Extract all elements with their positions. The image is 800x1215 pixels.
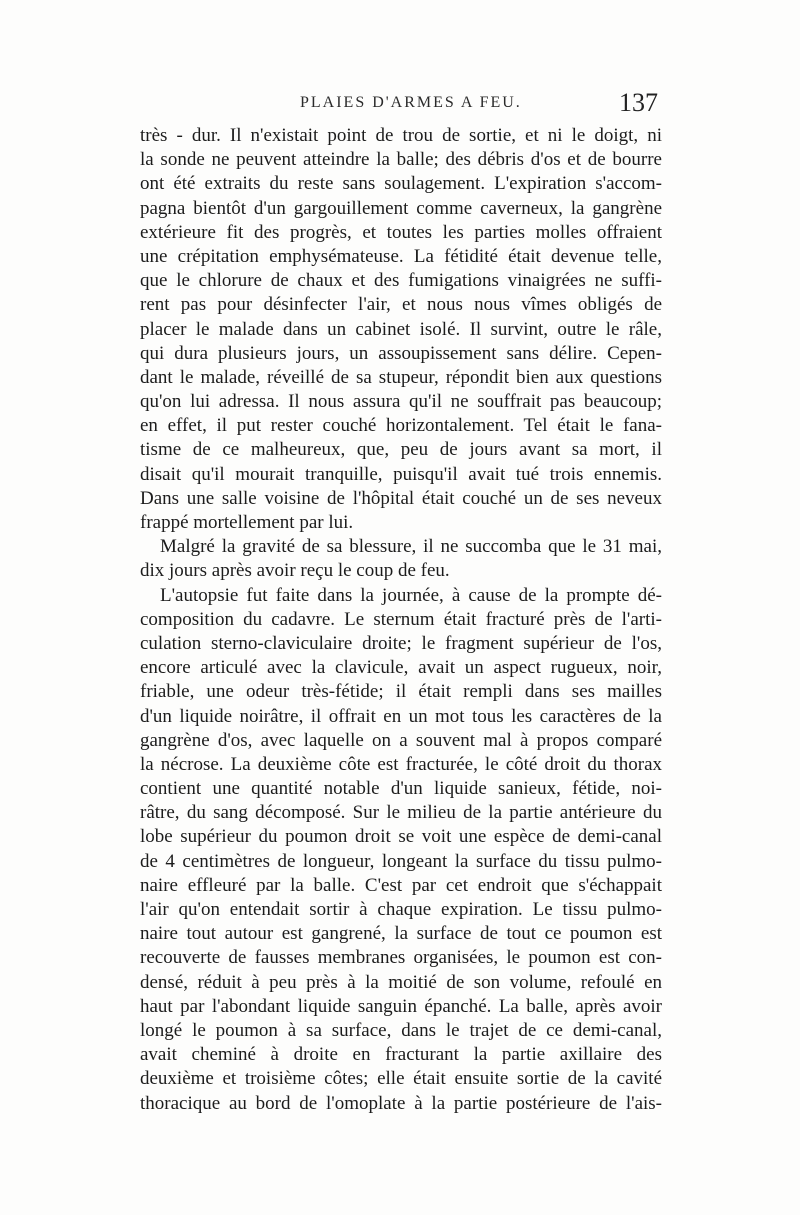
text-line: thoracique au bord de l'omoplate à la partie postérieure de l'ais- [140,1092,662,1114]
text-line: qui dura plusieurs jours, un assoupissement sans délire. Cepen- [140,342,662,364]
body-text [140,124,662,1116]
text-line: gangrène d'os, avec laquelle on a souvent mal à propos comparé [140,729,662,751]
paragraph-end-line: frappé mortellement par lui. [140,512,354,533]
text-line: tisme de ce malheureux, que, peu de jours avant sa mort, il [140,439,662,461]
text-line: disait qu'il mourait tranquille, puisqu'il avait tué trois ennemis. [140,463,662,485]
text-line: naire tout autour est gangrené, la surface de tout ce poumon est [140,923,662,945]
running-header [140,88,660,122]
text-line: naire effleuré par la balle. C'est par cet endroit que s'échappait [140,874,662,896]
text-line: ont été extraits du reste sans soulagement. L'expiration s'accom- [140,173,662,195]
text-line: qu'on lui adressa. Il nous assura qu'il ne souffrait pas beaucoup; [140,391,662,413]
text-line: lobe supérieur du poumon droit se voit une espèce de demi-canal [140,826,662,848]
text-line: la sonde ne peuvent atteindre la balle; des débris d'os et de bourre [140,149,662,171]
page-number: 137 [619,88,658,117]
running-title: PLAIES D'ARMES A FEU. [300,94,522,111]
text-line: densé, réduit à peu près à la moitié de son volume, refoulé en [140,971,662,993]
text-line: placer le malade dans un cabinet isolé. Il survint, outre le râle, [140,318,662,340]
text-line: friable, une odeur très-fétide; il était rempli dans ses mailles [140,681,662,703]
text-line: très - dur. Il n'existait point de trou de sortie, et ni le doigt, ni [140,125,662,146]
text-line: de 4 centimètres de longueur, longeant la surface du tissu pulmo- [140,850,662,872]
text-line: dant le malade, réveillé de sa stupeur, répondit bien aux questions [140,366,662,388]
text-line: longé le poumon à sa surface, dans le trajet de ce demi-canal, [140,1019,662,1041]
paragraph-start-line: Malgré la gravité de sa blessure, il ne succomba que le 31 mai, [160,536,662,558]
paragraph-start-line: L'autopsie fut faite dans la journée, à cause de la prompte dé- [160,584,662,606]
text-line: râtre, du sang décomposé. Sur le milieu de la partie antérieure du [140,802,662,824]
text-line: rent pas pour désinfecter l'air, et nous nous vîmes obligés de [140,294,662,316]
text-line: contient une quantité notable d'un liquide sanieux, fétide, noi- [140,778,662,800]
paragraph-end-line: dix jours après avoir reçu le coup de feu. [140,560,450,582]
text-line: deuxième et troisième côtes; elle était ensuite sortie de la cavité [140,1068,662,1090]
text-line: Dans une salle voisine de l'hôpital était couché un de ses neveux [140,487,662,509]
text-line: l'air qu'on entendait sortir à chaque expiration. Le tissu pulmo- [140,899,662,920]
text-line: haut par l'abondant liquide sanguin épanché. La balle, après avoir [140,995,662,1017]
text-line: composition du cadavre. Le sternum était fracturé près de l'arti- [140,608,662,630]
text-line: encore articulé avec la clavicule, avait un aspect rugueux, noir, [140,657,662,679]
text-line: en effet, il put rester couché horizontalement. Tel était le fana- [140,415,662,437]
text-line: une crépitation emphysémateuse. La fétidité était devenue telle, [140,245,662,267]
text-line: culation sterno-claviculaire droite; le fragment supérieur de l'os, [140,632,662,654]
text-line: la nécrose. La deuxième côte est fracturée, le côté droit du thorax [140,753,662,775]
text-line: que le chlorure de chaux et des fumigations vinaigrées ne suffi- [140,270,662,292]
text-line: recouverte de fausses membranes organisées, le poumon est con- [140,947,662,969]
text-line: extérieure fit des progrès, et toutes les parties molles offraient [140,221,662,243]
text-line: avait cheminé à droite en fracturant la partie axillaire des [140,1044,662,1066]
text-line: pagna bientôt d'un gargouillement comme caverneux, la gangrène [140,197,662,219]
text-line: d'un liquide noirâtre, il offrait en un mot tous les caractères de la [140,705,662,727]
